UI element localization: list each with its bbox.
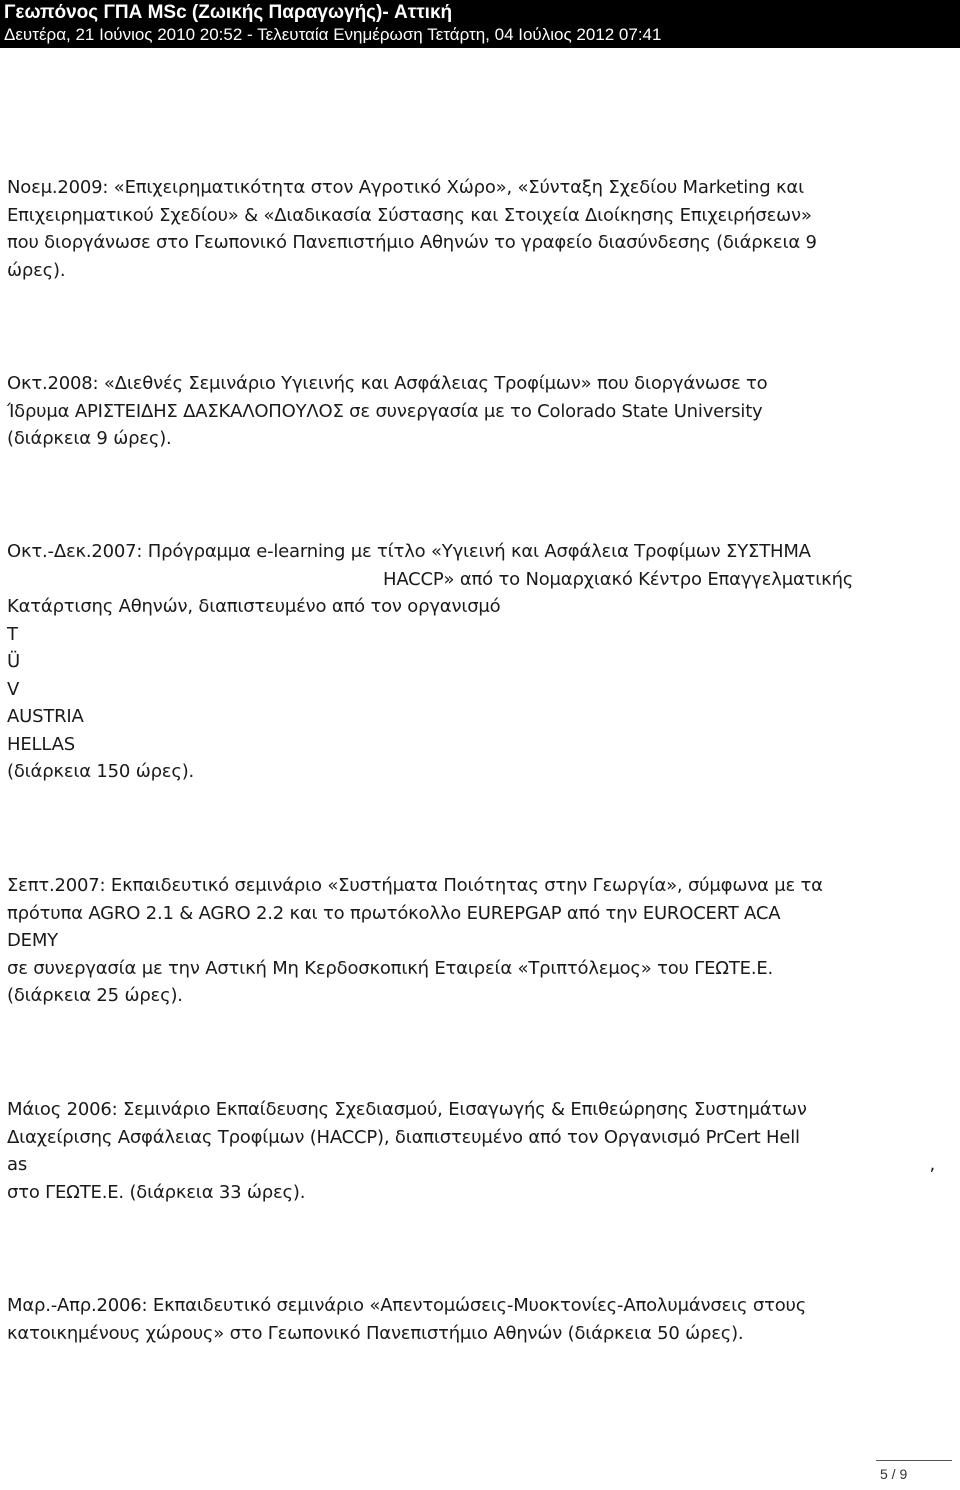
text-line: Ίδρυμα ΑΡΙΣΤΕΙΔΗΣ ΔΑΣΚΑΛΟΠΟΥΛΟΣ σε συνεργασία με το Colorado State University xyxy=(7,400,763,422)
page-number: 5 / 9 xyxy=(880,1466,908,1482)
entry-sep-2007 xyxy=(7,872,953,1010)
text-line: Νοεμ.2009: «Επιχειρηματικότητα στον Αγροτικό Χώρο», «Σύνταξη Σχεδίου Marketing και xyxy=(7,177,804,198)
text-line: Μάιος 2006: Σεμινάριο Εκπαίδευσης Σχεδιασμού, Εισαγωγής & Επιθεώρησης Συστημάτων xyxy=(7,1099,807,1120)
text-line: Διαχείρισης Ασφάλειας Τροφίμων (HACCP), διαπιστευμένο από τον Οργανισμό PrCert Hell xyxy=(7,1126,800,1148)
entry-may-2006 xyxy=(7,1096,953,1206)
text-line: (διάρκεια 150 ώρες). xyxy=(7,761,195,782)
text-line: που διοργάνωσε στο Γεωπονικό Πανεπιστήμιο Αθηνών το γραφείο διασύνδεσης (διάρκεια 9 xyxy=(7,232,817,253)
entry-oct-2008 xyxy=(7,370,953,453)
text-line: (διάρκεια 9 ώρες). xyxy=(7,428,172,449)
text-line: Επιχειρηματικού Σχεδίου» & «Διαδικασία Σύστασης και Στοιχεία Διοίκησης Επιχειρήσεων» xyxy=(7,204,812,226)
text-line: T xyxy=(7,623,18,645)
text-line: (διάρκεια 25 ώρες). xyxy=(7,985,183,1006)
text-line: Σεπτ.2007: Εκπαιδευτικό σεμινάριο «Συστήματα Ποιότητας στην Γεωργία», σύμφωνα με τα xyxy=(7,875,823,896)
text-line: κατοικημένους χώρους» στο Γεωπονικό Πανεπιστήμιο Αθηνών (διάρκεια 50 ώρες). xyxy=(7,1322,744,1344)
text-line: Μαρ.-Απρ.2006: Εκπαιδευτικό σεμινάριο «Απεντομώσεις-Μυοκτονίες-Απολυμάνσεις στους xyxy=(7,1295,807,1316)
text-fragment: as xyxy=(7,1154,28,1175)
text-fragment: , xyxy=(929,1154,935,1175)
entry-mar-apr-2006 xyxy=(7,1292,953,1347)
text-line xyxy=(7,1151,953,1179)
text-line: Οκτ.2008: «Διεθνές Σεμινάριο Υγιεινής και Ασφάλειας Τροφίμων» που διοργάνωσε το xyxy=(7,373,768,394)
entry-oct-dec-2007 xyxy=(7,538,953,786)
text-line: Κατάρτισης Αθηνών, διαπιστευμένο από τον οργανισμό xyxy=(7,596,501,617)
text-line: σε συνεργασία με την Αστική Μη Κερδοσκοπική Εταιρεία «Τριπτόλεμος» του ΓΕΩΤΕ.Ε. xyxy=(7,957,774,979)
text-line: HACCP» από το Νομαρχιακό Κέντρο Επαγγελματικής xyxy=(383,568,854,590)
text-line: Ü xyxy=(7,651,20,672)
document-title: Γεωπόνος ΓΠΑ MSc (Ζωικής Παραγωγής)- Αττική xyxy=(4,2,453,23)
text-line: AUSTRIA xyxy=(7,706,84,727)
text-line: V xyxy=(7,678,20,700)
text-line: HELLAS xyxy=(7,733,75,755)
text-line: πρότυπα AGRO 2.1 & AGRO 2.2 και το πρωτόκολλο EUREPGAP από την EUROCERT ACA xyxy=(7,902,781,924)
entry-nov-2009 xyxy=(7,174,953,284)
text-line: Οκτ.-Δεκ.2007: Πρόγραμμα e-learning με τίτλο «Υγιεινή και Ασφάλεια Τροφίμων ΣΥΣΤΗΜΑ xyxy=(7,541,811,562)
document-dates: Δευτέρα, 21 Ιούνιος 2010 20:52 - Τελευταία Ενημέρωση Τετάρτη, 04 Ιούλιος 2012 07:41 xyxy=(4,25,662,44)
footer-divider xyxy=(876,1460,952,1461)
text-line: DEMY xyxy=(7,930,58,951)
page-header xyxy=(0,0,960,48)
text-line: στο ΓΕΩΤΕ.Ε. (διάρκεια 33 ώρες). xyxy=(7,1181,306,1203)
text-line: ώρες). xyxy=(7,259,66,281)
